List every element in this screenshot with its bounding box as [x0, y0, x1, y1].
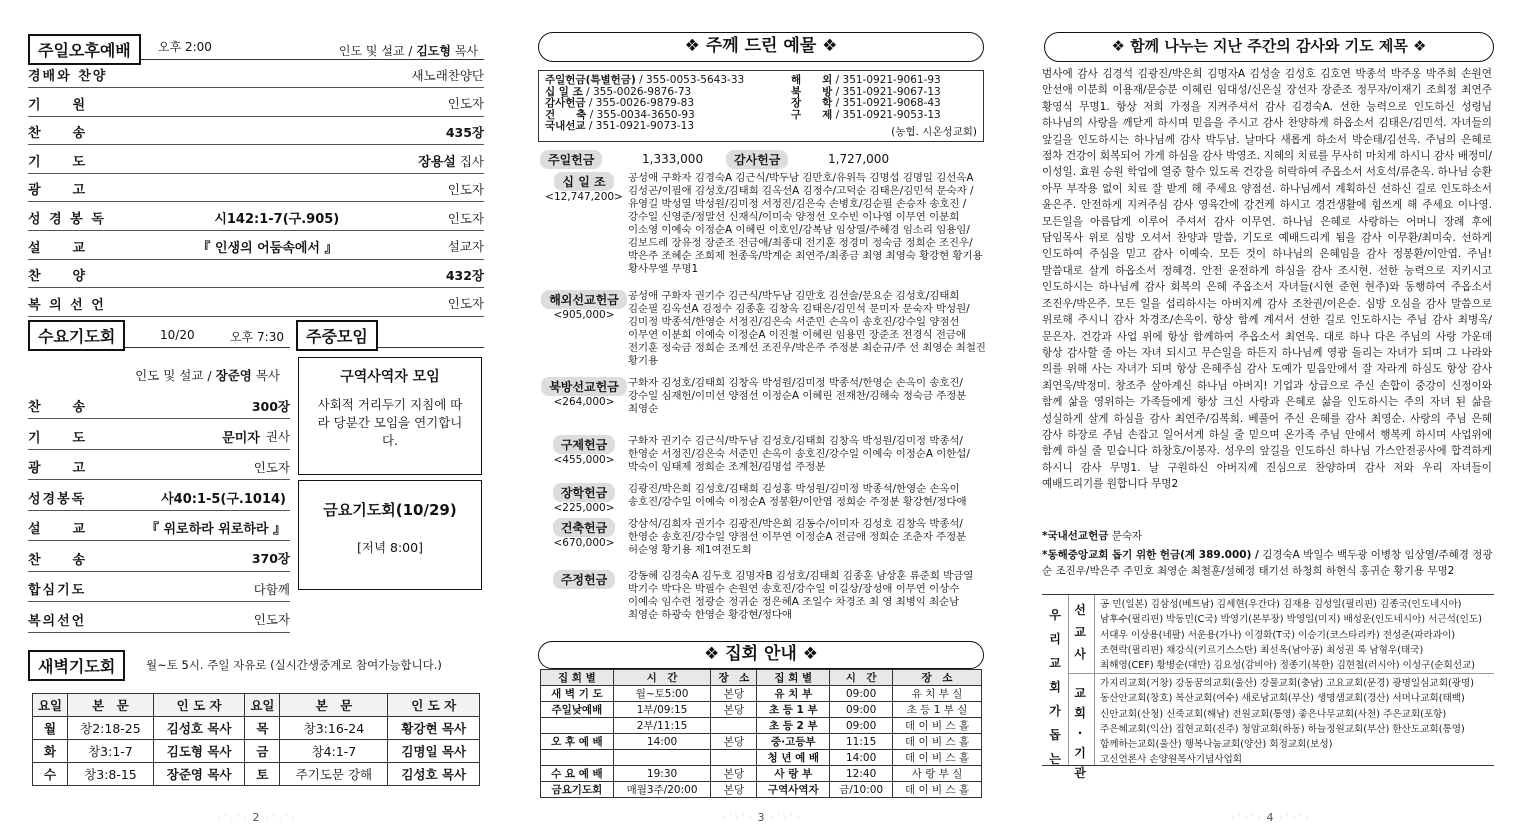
- table-header: 본 문: [68, 694, 154, 717]
- table-cell: 19:30: [613, 766, 711, 782]
- order-row: [28, 454, 290, 480]
- table-row: [541, 734, 982, 750]
- offering-tag: 해외선교헌금: [541, 290, 627, 309]
- offering-amount: <225,000>: [553, 502, 615, 514]
- service-time: 오후 2:00: [158, 40, 212, 54]
- table-cell: 12:40: [830, 766, 893, 782]
- order-row: [28, 607, 290, 633]
- table-header-cell: 장 소: [711, 670, 757, 686]
- page-number: · ˙ · ˙ · 3 · ˙ · ˙ ·: [536, 811, 986, 824]
- section-title: 수요기도회: [28, 320, 125, 351]
- sunday-offering-label: 주일헌금: [540, 150, 602, 169]
- table-cell: 데 이 비 스 홀: [893, 734, 982, 750]
- wednesday-header: [28, 318, 290, 348]
- table-cell: 월: [33, 717, 68, 740]
- missionary-line: 최해영(CEF) 황병순(대만) 김요성(감비아) 정종기(북한) 김현철(러시아) 이성구(순회선교): [1100, 660, 1476, 672]
- order-row: [28, 291, 484, 317]
- missionary-list: [1100, 597, 1494, 673]
- table-row: [33, 740, 480, 763]
- church-list: [1100, 676, 1494, 768]
- table-cell: 김성호 목사: [388, 763, 480, 786]
- service-date: 10/20: [160, 328, 195, 342]
- order-leader: 권사: [265, 429, 290, 444]
- table-cell: 김도형 목사: [153, 740, 245, 763]
- table-cell: 창3:16-24: [280, 717, 388, 740]
- offering-title: ❖ 주께 드린 예물 ❖: [538, 32, 984, 62]
- order-row: [28, 485, 290, 511]
- table-header-cell: 시 간: [830, 670, 893, 686]
- order-leader: 432장: [445, 267, 484, 283]
- table-cell: 청 년 예 배: [757, 750, 830, 766]
- table-row: [541, 766, 982, 782]
- order-leader: 인도자: [447, 181, 484, 197]
- page-3: [536, 0, 986, 832]
- table-cell: [711, 750, 757, 766]
- order-leader: 장용설 집사: [418, 153, 484, 170]
- offering-tag: 주정헌금: [553, 570, 615, 589]
- table-cell: 창3:8-15: [68, 763, 154, 786]
- order-detail: 사40:1-5(구.1014): [161, 491, 286, 507]
- order-leader: 370장: [251, 551, 290, 566]
- table-header-cell: 장 소: [893, 670, 982, 686]
- section-title: 주일오후예배: [28, 34, 141, 65]
- order-label: 성 경 봉 독: [28, 212, 106, 227]
- table-cell: 데 이 비 스 홀: [893, 718, 982, 734]
- table-cell: 본당: [711, 766, 757, 782]
- table-cell: 09:00: [830, 686, 893, 702]
- order-leader: 300장: [251, 398, 290, 414]
- order-label: 합심기도: [28, 583, 87, 598]
- offering-amount: <670,000>: [553, 537, 615, 549]
- offering-label: [536, 290, 632, 321]
- account-row: 국내선교 / 351-0921-9073-13: [545, 120, 695, 132]
- box-title: 금요기도회(10/29): [323, 501, 457, 519]
- table-cell: 1부/09:15: [613, 702, 711, 718]
- table-cell: 새 벽 기 도: [541, 686, 614, 702]
- church-label: 교회·기관: [1074, 686, 1086, 780]
- account-row: 감사헌금 / 355-0026-9879-83: [545, 97, 695, 109]
- table-cell: 주일낮예배: [541, 702, 614, 718]
- order-label: 찬 송: [28, 552, 88, 568]
- offering-label: [536, 377, 632, 408]
- table-cell: 초 등 2 부: [757, 718, 830, 734]
- table-cell: 수: [33, 763, 68, 786]
- east-church-offering: *동해중앙교회 돕기 위한 헌금(계 389.000) / 김경숙A 박일수 백두광 이병창 임상열/주혜경 정광순 조진우/박은주 주민호 최영순 최철훈/설혜정 태기선 하청희 하현식 홍귀순 황기용 무명2: [1042, 549, 1493, 577]
- offering-amount: <455,000>: [553, 454, 615, 466]
- dawn-prayer-header: [28, 650, 484, 680]
- table-cell: [541, 750, 614, 766]
- order-leader: 인도자: [253, 612, 290, 627]
- account-row: 주일헌금(특별헌금) / 355-0053-5643-33: [545, 74, 745, 86]
- order-label: 광 고: [28, 183, 88, 199]
- table-cell: 오 후 예 배: [541, 734, 614, 750]
- order-label: 성경봉독: [28, 491, 87, 507]
- church-line: 가지리교회(거창) 강동꿈의교회(울산) 강물교회(충남) 고요교회(문경) 광명일심교회(광명): [1100, 678, 1474, 689]
- table-cell: 유 치 부: [757, 686, 830, 702]
- table-cell: [711, 718, 757, 734]
- table-cell: 김명일 목사: [388, 740, 480, 763]
- account-row: 북 방 / 351-0921-9067-13: [791, 85, 941, 98]
- table-row: [541, 718, 982, 734]
- prayer-title: ❖ 함께 나누는 지난 주간의 감사와 기도 제목 ❖: [1044, 32, 1494, 62]
- table-cell: 매월3주/20:00: [613, 782, 711, 798]
- district-meeting-box: [298, 357, 482, 475]
- table-cell: 14:00: [830, 750, 893, 766]
- table-cell: 데 이 비 스 홀: [893, 782, 982, 798]
- account-label: 건 축: [545, 108, 587, 121]
- offering-amount: <264,000>: [553, 396, 615, 408]
- order-detail: 『 위로하라 위로하라 』: [145, 522, 286, 537]
- service-time: 오후 7:30: [230, 330, 284, 344]
- leader-line: 인도 및 설교 / 김도형 목사: [338, 44, 478, 58]
- table-cell: 창2:18-25: [68, 717, 154, 740]
- table-header: 인 도 자: [388, 694, 480, 717]
- offering-names: 강동혜 김경숙A 김두호 김명자B 김성호/김태희 김종훈 남상훈 류준희 박금열 박기수 박다은 박필수 손원연 송호진/강수일 이길상/장성애 이무연 이상수 이예숙 임수련 정광순 정귀순 정은혜A 조일수 차경조 최 영 최병익 최순남 최영순 하광숙 한영순 황강현/정다애: [628, 570, 974, 621]
- account-label: 북 방: [791, 85, 833, 98]
- order-row: [28, 62, 484, 88]
- thanks-offering-amount: 1,727,000: [828, 152, 890, 166]
- table-cell: 구역사역자: [757, 782, 830, 798]
- table-cell: 창3:1-7: [68, 740, 154, 763]
- church-line: 함께하는교회(울산) 행복나눔교회(양산) 회정교회(보성): [1100, 739, 1333, 751]
- account-label: 장 학: [791, 97, 833, 109]
- table-cell: [541, 718, 614, 734]
- table-cell: 장준영 목사: [153, 763, 245, 786]
- account-row: 장 학 / 351-0921-9068-43: [791, 97, 941, 109]
- order-label: 찬 송: [28, 400, 88, 415]
- order-detail: 시142:1-7(구.905): [214, 212, 340, 227]
- offering-label: [536, 483, 632, 514]
- account-label: 주일헌금(특별헌금): [545, 74, 636, 86]
- offering-tag: 장학헌금: [553, 483, 615, 502]
- account-label: 감사헌금: [545, 97, 586, 109]
- order-row: [28, 148, 484, 174]
- offering-names: 김광진/박은희 김성호/김태희 김성홍 박성원/김미정 박종석/한영순 손옥이 송호진/강수일 이예숙 이정순A 정봉환/이안엽 정희순 주정분 황강현/정다애: [628, 483, 967, 508]
- offering-label: [536, 172, 632, 203]
- table-header: [541, 670, 982, 686]
- order-row: [28, 234, 484, 260]
- table-cell: 목: [245, 717, 280, 740]
- order-leader: 인도자: [447, 296, 484, 312]
- table-cell: 주기도문 강해: [280, 763, 388, 786]
- section-title: 새벽기도회: [28, 650, 125, 681]
- order-leader: 인도자: [447, 210, 484, 226]
- offering-tag: 십 일 조: [554, 172, 613, 191]
- table-cell: 황강현 목사: [388, 717, 480, 740]
- offering-names: 공성애 구화자 권기수 김근식/박두남 김만호 김선술/문요순 김성호/김태희 김순필 김옥선A 김정수 김종훈 김창옥 김태은/김민석 문미자 문숙자 박성원/ 김미정 박종석/한영순 서정진/김은숙 서준민 손옥이 송호진/강수일 양점선 이무연 이분희 이예숙 이정순A 이진철 이혜린 임용민 장준조 전경식 전금애 전기훈 정숙금 정희순 조계선 조진우/박은주 주정분 최순규/주 선 최영순 최철진 황기용: [628, 290, 986, 367]
- order-label: 기 도: [28, 430, 88, 446]
- table-cell: 2부/11:15: [613, 718, 711, 734]
- missionary-line: 남후수(필리핀) 박동민(C국) 박영기(본부장) 박영일(미지) 배성운(인도네시아) 서근석(인도): [1100, 614, 1482, 626]
- friday-prayer-box: [298, 480, 482, 590]
- order-row: [28, 91, 484, 117]
- missionary-line: 공 민(일본) 김삼성(베트남) 김세현(우간다) 김재용 김성일(필리핀) 김종국(인도네시아): [1100, 599, 1462, 610]
- offering-names: 구화자 권기수 김근식/박두남 김성호/김태희 김창옥 박성원/김미정 박종석/ 한영순 서정진/김은숙 서준민 손옥이 송호진/강수일 이예숙 이정순A 이한섭/ 박숙이 임태제 정희순 조계천/김명섭 주정분: [628, 435, 970, 473]
- offering-lists: [536, 172, 986, 632]
- order-row: [28, 546, 290, 572]
- table-row: [541, 686, 982, 702]
- midweek-header: [296, 318, 484, 348]
- totals-row: [536, 150, 986, 168]
- order-detail: 문미자: [222, 430, 260, 446]
- supported-label: 우리교회가 돕는: [1049, 608, 1061, 766]
- table-header: 인 도 자: [153, 694, 245, 717]
- page-number: · ˙ · ˙ · 4 · ˙ · ˙ ·: [1040, 811, 1500, 824]
- table-row: [33, 717, 480, 740]
- offering-label: [536, 518, 632, 549]
- account-label: 해 외: [791, 74, 833, 86]
- prayer-text: 범사에 감사 김경석 김광진/박은희 김명자A 김성술 김성호 김호연 박종석 박주옹 박주희 손원연 안선애 이분희 이용재/문승분 이혜린 임대성/신은실 장선자 장준조 정무자/이재기 조희정 최연주 황영식 무명1. 항상 저희 가정을 지켜주셔서 감사 김경숙A. 선한 능력으로 인도하신 성령님 하나님의 사랑을 깨닫게 하시며 믿음을 주시고 감사 찬양하게 하옵소서 김태은/김민석. 자녀들의 앞길을 인도하시는 하나님께 감사 박두남. 날마다 새롭게 하소서 박순태/김선옥. 주님의 은혜로 점차 건강이 회복되어 가게 하심을 감사 박영조. 지혜의 치료를 무사히 마치게 하시니 감사 배정미/이성일. 효원 승원 학업에 열중 할수 있도록 건강을 허락하여 주옵소서 서호석/류춘옥. 하나님 승환 아무 부작용 없이 치료 잘 받게 해 주세요 양점선. 하나님께서 계획하신 선하신 길로 인도하소서 윤은주. 안전하게 지켜주심 감사 영육간에 강건케 하시고 경건생활에 힘쓰게 해 주세요 이나영. 모든일을 아름답게 이루어 주셔서 감사 이무연. 하나님 은혜로 사랑하는 어머니 장례 후에 담임목사 위로 심방 오셔서 찬양과 말씀, 기도로 예배드리게 됨을 감사 이무환/최미숙. 선하게 인도하여 주심을 믿고 감사 이예숙. 모든 것이 하나님의 은혜임을 감사 정봉환/이안엽. 주님! 말씀대로 살게 하옵소서 정혜경. 안전 운전하게 하심을 감사 조시현. 선한 능력으로 지키시고 인도하시는 하나님께 감사 회복의 은혜 주옵소서 자녀들(시현 준현 현주)와 동행하여 주옵소서 조진우/박은주. 모든 일을 섭리하시는 아버지께 감사 조찬권/이은순. 심방 오심을 감사 말씀으로 위로해 주시니 감사 차경조/손옥이. 항상 함께 계셔서 선한 길로 인도하시는 주님 감사 최병옥/문은자. 건강과 사업 위에 항상 함께하여 주옵소서 최연욱. 대로 하나 다은 주님의 사랑 가운데 항상 감사할 줄 아는 자녀 되시고 무슨일을 하든지 하나님께 영광 돌리는 자녀가 되며 그 나라와 의를 위해 사는 자녀가 되며 항상 은혜주심 감사 도예가 믿음안에서 잘 자라게 하심도 항상 감사 최연욱/박정미. 창조주 살아계신 하나님 아버지! 기업과 상급으로 주신 손합이 중강이 신정이와 함께 삶을 영위하는 가족들에게 항상 크신 사랑과 은혜로 삶을 인도하시는 주의 자녀 된 삶을 성실하게 살게 하심을 감사 최연주/김복희. 베풀어 주신 은혜를 감사 최영순. 사랑의 주님 은혜 감사 하장로 주님 손잡고 일어서게 하실 줄 믿으며 온가족 주님 안에서 행복케 하시며 사업위에 함께 하실 줄 믿습니다 하창호/이봉자. 성우의 앞길을 인도하신 하나님 가스안전공사에 합격하게 하시니 감사 무명1. 날 구원하신 아버지께 진심으로 찬양하며 감사 저와 우리 자녀들이 예배드리기를 원합니다 무명2: [1042, 68, 1492, 491]
- table-cell: 수 요 예 배: [541, 766, 614, 782]
- order-row: [28, 576, 290, 602]
- table-cell: 사 랑 부: [757, 766, 830, 782]
- account-row: 해 외 / 351-0921-9061-93: [791, 74, 941, 86]
- table-cell: 토: [245, 763, 280, 786]
- order-label: 기 도: [28, 154, 88, 170]
- leader-line: 인도 및 설교 / 장준영 목사: [135, 368, 280, 383]
- domestic-mission: *국내선교헌금 문숙자: [1042, 530, 1143, 542]
- church-line: 고신언론사 손양원목사기념사업회: [1100, 754, 1243, 766]
- table-row: [541, 750, 982, 766]
- table-row: [541, 702, 982, 718]
- order-row: [28, 119, 484, 145]
- account-label: 십 일 조: [545, 85, 583, 98]
- table-cell: 김성호 목사: [153, 717, 245, 740]
- table-cell: 초 등 1 부: [757, 702, 830, 718]
- order-leader: 다함께: [253, 581, 290, 597]
- table-header: 요일: [245, 694, 280, 717]
- table-row: [33, 763, 480, 786]
- supported-list: [1042, 594, 1494, 780]
- order-row: [28, 515, 290, 541]
- bank-name: (농협. 시온성교회): [891, 125, 977, 138]
- order-label: 찬 송: [28, 126, 88, 142]
- order-leader: 435장: [445, 124, 484, 140]
- order-label: 복 의 선 언: [28, 297, 106, 313]
- box-title: 구역사역자 모임: [340, 369, 440, 385]
- order-row: [28, 176, 484, 202]
- account-label: 구 제: [791, 108, 833, 121]
- church-line: 신안교회(산청) 신죽교회(해남) 전원교회(통영) 좋은나무교회(사천) 주은교회(포항): [1100, 708, 1447, 720]
- account-label: 국내선교: [545, 120, 586, 132]
- table-header: 요일: [33, 694, 68, 717]
- offering-names: 구화자 김성호/김태희 김창옥 박성원/김미정 박종석/한영순 손옥이 송호진/ 강수일 심재헌/이미선 양점선 이정순A 이혜린 전재찬/김해숙 정숙금 주정분 최영순: [628, 377, 967, 415]
- account-row: 건 축 / 355-0034-3650-93: [545, 108, 695, 121]
- table-cell: 본당: [711, 734, 757, 750]
- missionary-label: 선교사: [1074, 603, 1086, 661]
- table-header-cell: 시 간: [613, 670, 711, 686]
- order-row: [28, 393, 290, 419]
- table-header: 본 문: [280, 694, 388, 717]
- table-cell: 창4:1-7: [280, 740, 388, 763]
- account-row: 구 제 / 351-0921-9053-13: [791, 108, 941, 121]
- section-title: 주중모임: [296, 320, 378, 351]
- church-line: 동산안교회(창호) 복산교회(여수) 새로남교회(부산) 생명샘교회(경산) 서머나교회(태백): [1100, 693, 1465, 705]
- offering-amount: <12,747,200>: [545, 191, 623, 203]
- order-label: 기 원: [28, 97, 88, 113]
- sunday-afternoon-header: [28, 32, 484, 60]
- order-label: 설 교: [28, 240, 88, 256]
- box-text: [저녁 8:00]: [357, 540, 423, 555]
- dawn-schedule-table: [32, 693, 480, 786]
- order-leader: 새노래찬양단: [411, 67, 484, 83]
- table-cell: 초 등 1 부 실: [893, 702, 982, 718]
- offering-label: [536, 570, 632, 589]
- table-cell: [613, 750, 711, 766]
- meeting-table: [540, 669, 982, 798]
- table-cell: 09:00: [830, 718, 893, 734]
- order-row: [28, 262, 484, 288]
- missionary-line: 조현락(필리핀) 채강식(키르기스스탄) 최선옥(남아공) 최성권 록 남형우(태국): [1100, 644, 1424, 656]
- church-line: 주은혜교회(익산) 집현교회(진주) 청암교회(하동) 하늘정원교회(부산) 한산도교회(통영): [1100, 723, 1465, 735]
- order-leader: 인도자: [253, 459, 290, 475]
- order-row: [28, 205, 484, 231]
- table-cell: 본당: [711, 686, 757, 702]
- missionary-line: 서대우 이상용(네팔) 서운용(가나) 이경화(T국) 이승기(코스타리카) 전성준(파라과이): [1100, 629, 1456, 641]
- table-cell: 본당: [711, 702, 757, 718]
- offering-names: 강삼석/김희자 권기수 김광진/박은희 김동수/이미자 김성호 김창옥 박종석/ 한영순 송호진/강수일 양점선 이무연 이정순A 전금애 정희순 조춘자 주정분 허순영 황기용 제1여전도회: [628, 518, 967, 556]
- sunday-offering-amount: 1,333,000: [642, 152, 704, 166]
- table-row: [541, 782, 982, 798]
- page-number: · ˙ · ˙ · 2 · ˙ · ˙ ·: [28, 811, 484, 824]
- order-leader: 설교자: [447, 239, 484, 255]
- order-leader: 인도자: [447, 96, 484, 112]
- offering-label: [536, 435, 632, 466]
- dawn-note: 월~토 5시. 주일 자유로 (실시간생중계로 참여가능합니다.): [146, 658, 442, 672]
- meeting-title: ❖ 집회 안내 ❖: [538, 641, 984, 669]
- offering-amount: <905,000>: [553, 309, 615, 321]
- table-cell: 09:00: [830, 702, 893, 718]
- order-label: 복의선언: [28, 613, 87, 629]
- table-cell: 유 치 부 실: [893, 686, 982, 702]
- table-cell: 사 랑 부 실: [893, 766, 982, 782]
- thanks-offering-label: 감사헌금: [726, 150, 788, 169]
- table-cell: 중·고등부: [757, 734, 830, 750]
- table-cell: 금: [245, 740, 280, 763]
- offering-names: 공성애 구화자 김경숙A 김근식/박두남 김만호/유위득 김명섭 김명일 김선옥A 김성곤/이필애 김성호/김태희 김옥선A 김정수/고덕순 김태은/김민석 문숙자 /유영길 박성열 박성원/김미정 서정진/김은숙 손병호/김순필 손승자 송호진 /강수일 신영준/정말선 신재식/이미숙 양정선 오수빈 이나영 이무연 이분희 이소영 이예숙 이정순A 이혜린 이호인/강복남 임상열/주혜경 임소리 임용임/ 김보드레 장유정 장준조 전금애/최종대 전기훈 정경미 정숙금 정희순 조진우/ 박은주 조혜순 조희제 천종욱/박계순 최연주/최종금 최영 최영숙 황강현 황기용 황사무엘 무명1: [628, 172, 983, 275]
- order-label: 찬 양: [28, 269, 88, 285]
- offering-tag: 구제헌금: [553, 435, 615, 454]
- page-4: [1040, 0, 1500, 832]
- order-row: [28, 424, 290, 450]
- order-label: 경배와 찬양: [28, 69, 108, 84]
- account-box: [538, 70, 984, 142]
- table-cell: 금/10:00: [830, 782, 893, 798]
- order-label: 광 고: [28, 461, 88, 476]
- table-cell: 월~토5:00: [613, 686, 711, 702]
- table-header-cell: 집 회 별: [541, 670, 614, 686]
- table-cell: 화: [33, 740, 68, 763]
- table-header-cell: 집 회 별: [757, 670, 830, 686]
- offering-tag: 북방선교헌금: [541, 377, 627, 396]
- table-cell: 금요기도회: [541, 782, 614, 798]
- table-cell: 11:15: [830, 734, 893, 750]
- table-cell: 본당: [711, 782, 757, 798]
- order-label: 설 교: [28, 522, 88, 537]
- box-text: 사회적 거리두기 지침에 따라 당분간 모임을 연기합니다.: [317, 397, 463, 448]
- table-cell: 데 이 비 스 홀: [893, 750, 982, 766]
- account-row: 십 일 조 / 355-0026-9876-73: [545, 85, 692, 98]
- table-cell: 14:00: [613, 734, 711, 750]
- page-2: [28, 0, 484, 832]
- order-detail: 『 인생의 어둠속에서 』: [197, 240, 338, 256]
- offering-tag: 건축헌금: [553, 518, 615, 537]
